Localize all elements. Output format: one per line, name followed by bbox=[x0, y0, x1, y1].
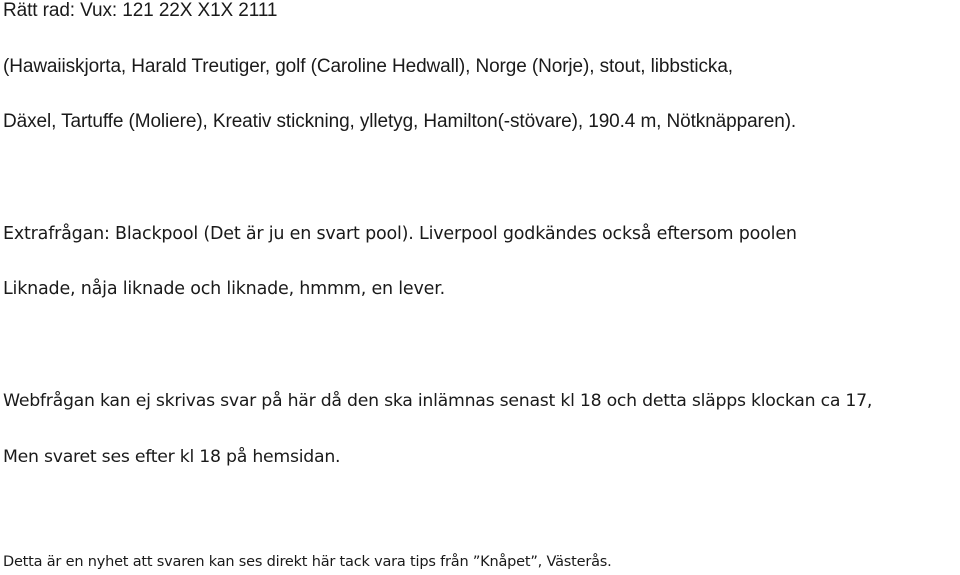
web-question-line-2: Men svaret ses efter kl 18 på hemsidan. bbox=[3, 447, 341, 467]
extra-question-line-1: Extrafrågan: Blackpool (Det är ju en svart pool). Liverpool godkändes också eftersom poolen bbox=[3, 224, 797, 244]
answers-list-line-1: (Hawaiiskjorta, Harald Treutiger, golf (Caroline Hedwall), Norge (Norje), stout, libbsticka, bbox=[3, 56, 733, 77]
web-question-line-1: Webfrågan kan ej skrivas svar på här då den ska inlämnas senast kl 18 och detta släpps klockan ca 17, bbox=[3, 391, 873, 411]
footer-note: Detta är en nyhet att svaren kan ses direkt här tack vara tips från ”Knåpet”, Västerås. bbox=[3, 554, 612, 570]
extra-question-line-2: Liknade, nåja liknade och liknade, hmmm, en lever. bbox=[3, 279, 445, 299]
correct-row-line: Rätt rad: Vux: 121 22X X1X 2111 bbox=[3, 0, 278, 21]
answers-list-line-2: Däxel, Tartuffe (Moliere), Kreativ stickning, ylletyg, Hamilton(-stövare), 190.4 m, Nötknäpparen). bbox=[3, 111, 797, 132]
